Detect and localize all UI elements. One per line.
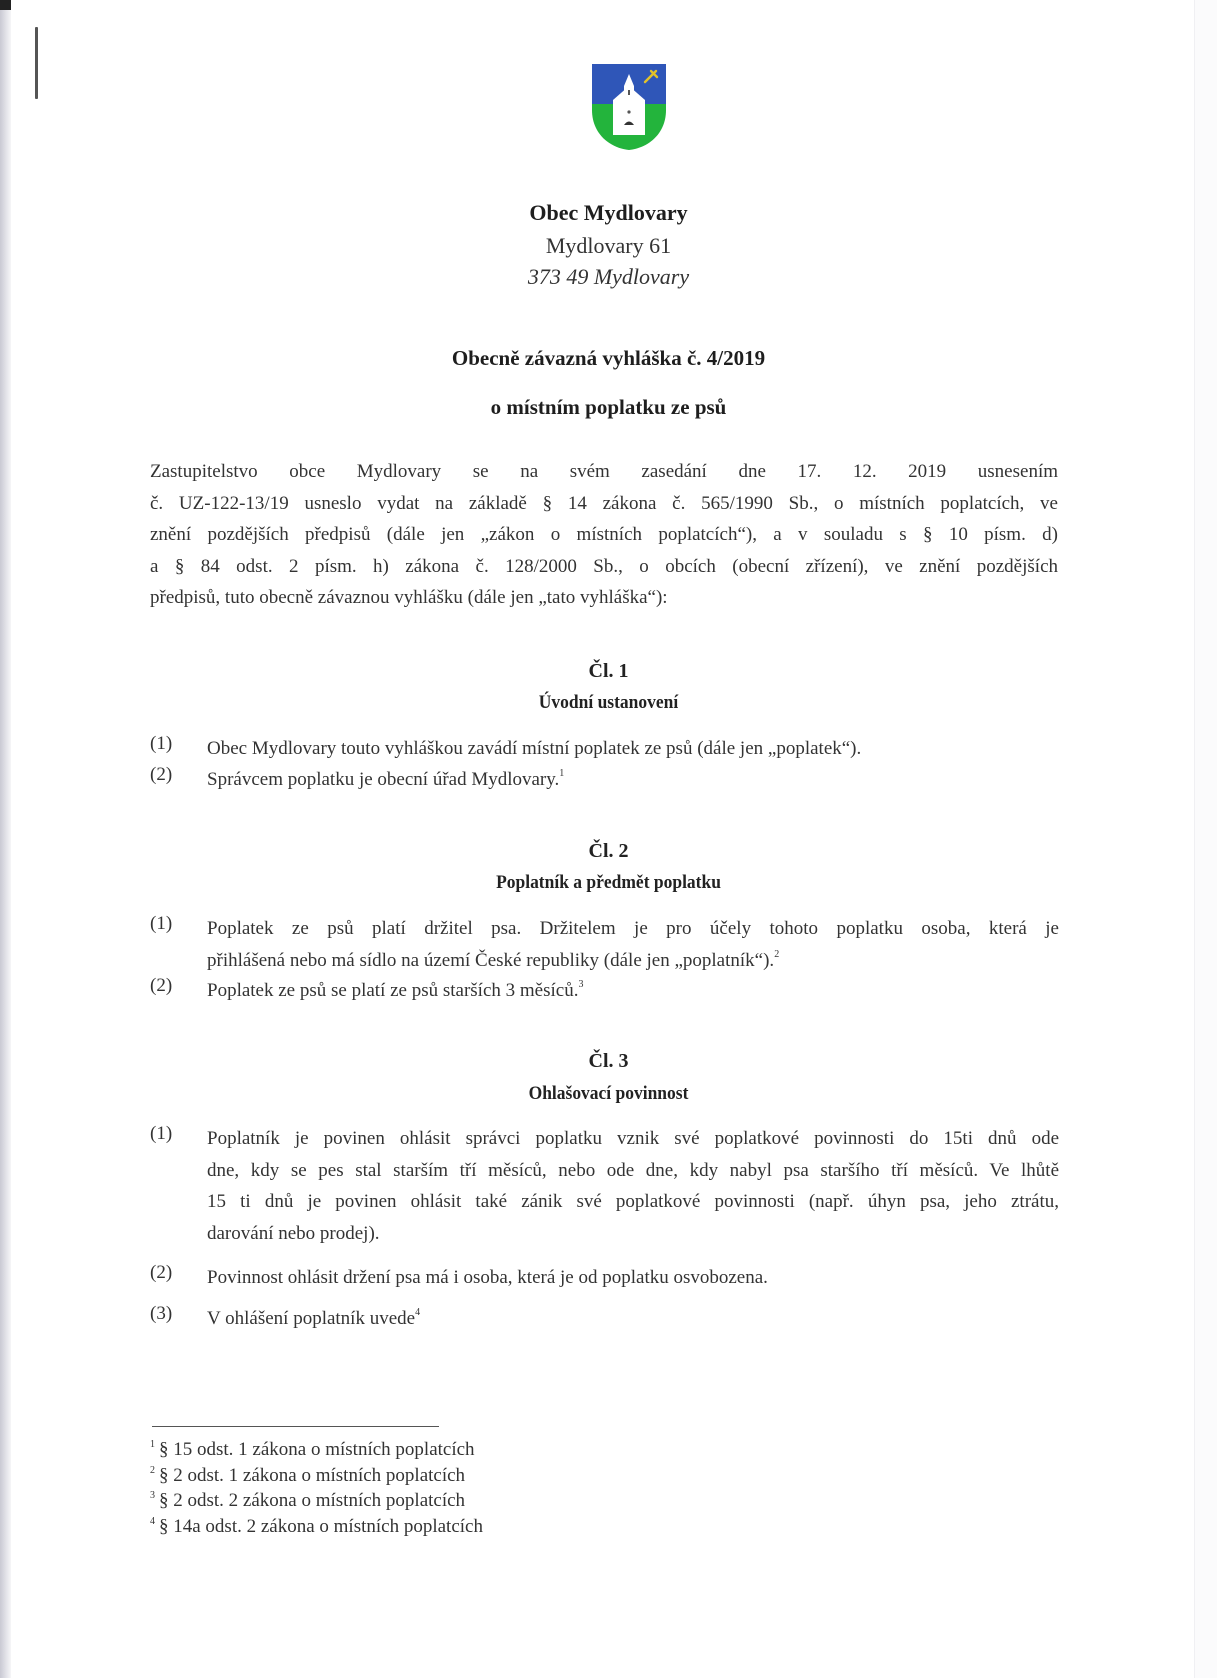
footnote-ref[interactable]: 1 xyxy=(559,768,565,779)
paragraph-line: Povinnost ohlásit držení psa má i osoba, která je od poplatku osvobozena. xyxy=(207,1267,768,1288)
binder-mark xyxy=(35,27,38,99)
preamble-line: č. UZ-122-13/19 usneslo vydat na základě § 14 zákona č. 565/1990 Sb., o místních poplatcích, ve xyxy=(150,492,1058,514)
footnote-mark: 2 xyxy=(150,1464,155,1476)
municipality-name: Obec Mydlovary xyxy=(529,200,688,225)
footnote-separator xyxy=(152,1426,439,1427)
footnote-item xyxy=(150,1514,483,1540)
footnote-item xyxy=(150,1488,483,1514)
footnote-text: § 2 odst. 2 zákona o místních poplatcích xyxy=(159,1490,466,1511)
footnote-text: § 2 odst. 1 zákona o místních poplatcích xyxy=(159,1464,466,1486)
footnote-item xyxy=(150,1463,483,1489)
paragraph-number: (1) xyxy=(150,1123,173,1144)
coat-of-arms-icon xyxy=(590,62,668,152)
footnote-text: § 14a odst. 2 zákona o místních poplatcích xyxy=(159,1515,483,1537)
footnote-item xyxy=(150,1437,483,1463)
paragraph-number: (3) xyxy=(150,1303,173,1324)
article-1-number: Čl. 1 xyxy=(588,660,629,682)
scan-corner-shadow xyxy=(0,0,11,10)
paragraph-line: Poplatek ze psů se platí ze psů starších 3 měsíců. xyxy=(207,980,579,1001)
paragraph-line: V ohlášení poplatník uvede xyxy=(207,1308,416,1329)
paragraph-number: (1) xyxy=(150,913,173,934)
article-3-number: Čl. 3 xyxy=(588,1050,629,1072)
footnote-mark: 4 xyxy=(150,1515,155,1527)
article-2-number: Čl. 2 xyxy=(588,840,629,862)
preamble-line: znění pozdějších předpisů (dále jen „zákon o místních poplatcích“), a v souladu s § 10 písm. d) xyxy=(150,524,1058,545)
paragraph-number: (2) xyxy=(150,1262,173,1283)
footnote-ref[interactable]: 3 xyxy=(578,979,584,990)
footnote-mark: 3 xyxy=(150,1490,155,1501)
preamble-line: předpisů, tuto obecně závaznou vyhlášku (dále jen „tato vyhláška“): xyxy=(150,587,668,608)
paragraph-line: Poplatek ze psů platí držitel psa. Držitelem je pro účely tohoto poplatku osoba, která je xyxy=(207,918,1059,939)
ordinance-subtitle: o místním poplatku ze psů xyxy=(490,395,727,419)
paragraph-line: dne, kdy se pes stal starším tří měsíců, nebo ode dne, kdy nabyl psa staršího tří měsíců. Ve lhůtě xyxy=(207,1159,1059,1181)
article-2-title: Poplatník a předmět poplatku xyxy=(496,872,721,893)
paragraph-line: Správcem poplatku je obecní úřad Mydlovary. xyxy=(207,769,560,790)
article-3-title: Ohlašovací povinnost xyxy=(528,1083,689,1104)
paragraph-line: darování nebo prodej). xyxy=(207,1222,380,1244)
footnote-mark: 1 xyxy=(150,1439,155,1450)
paragraph-number: (1) xyxy=(150,733,173,754)
paragraph-line: Obec Mydlovary touto vyhláškou zavádí místní poplatek ze psů (dále jen „poplatek“). xyxy=(207,738,862,759)
ordinance-title: Obecně závazná vyhláška č. 4/2019 xyxy=(451,346,766,370)
paragraph-line: Poplatník je povinen ohlásit správci poplatku vznik své poplatkové povinnosti do 15ti dnů ode xyxy=(207,1128,1059,1149)
paragraph-line: 15 ti dnů je povinen ohlásit také zánik své poplatkové povinnosti (např. úhyn psa, jeho ztrátu, xyxy=(207,1191,1059,1212)
preamble xyxy=(150,456,1058,614)
municipality-city: 373 49 Mydlovary xyxy=(527,264,690,289)
municipality-street: Mydlovary 61 xyxy=(545,233,672,258)
paragraph-number: (2) xyxy=(150,764,173,785)
footnotes xyxy=(150,1437,483,1539)
footnote-ref[interactable]: 4 xyxy=(415,1307,421,1318)
footnote-ref[interactable]: 2 xyxy=(774,948,780,960)
paragraph-line: přihlášená nebo má sídlo na území České republiky (dále jen „poplatník“). xyxy=(207,949,775,971)
preamble-line: a § 84 odst. 2 písm. h) zákona č. 128/2000 Sb., o obcích (obecní zřízení), ve znění pozdějších xyxy=(150,555,1058,577)
preamble-line: Zastupitelstvo obce Mydlovary se na svém zasedání dne 17. 12. 2019 usnesením xyxy=(150,461,1058,482)
article-1-title: Úvodní ustanovení xyxy=(538,692,679,713)
paragraph-number: (2) xyxy=(150,975,173,996)
footnote-text: § 15 odst. 1 zákona o místních poplatcích xyxy=(159,1439,475,1460)
